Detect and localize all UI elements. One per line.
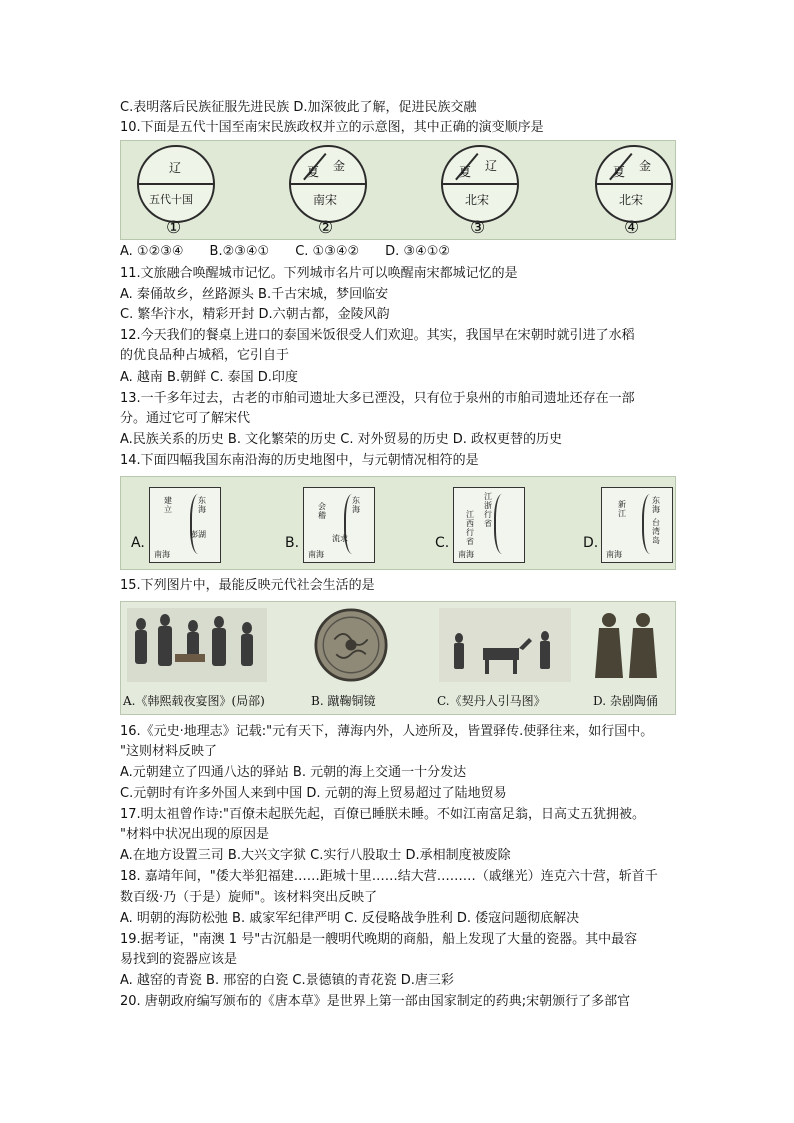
circle-4 (595, 145, 673, 223)
map-d-text-2: 东 海 (652, 496, 660, 514)
map-d-text-4: 南海 (606, 550, 622, 559)
q10-figure-panel (120, 140, 676, 240)
circle-1-bottom: 五代十国 (149, 193, 193, 206)
question-15: 15.下列图片中，最能反映元代社会生活的是 (120, 578, 375, 593)
label-1: ① (166, 218, 182, 238)
question-11: 11.文旅融合唤醒城市记忆。下列城市名片可以唤醒南宋都城记忆的是 (120, 266, 518, 281)
map-a-text-1: 建 立 (164, 496, 172, 514)
label-3: ③ (470, 218, 486, 238)
circle-3-left: 夏 (459, 165, 472, 179)
q10-options: A. ①②③④ B.②③④① C. ①③④② D. ③④①② (120, 244, 451, 259)
map-c-text-2: 江 西 行 省 (466, 510, 474, 546)
circle-2-right: 金 (333, 159, 346, 173)
map-c-text-1: 江 浙 行 省 (484, 492, 492, 528)
circle-1 (137, 145, 215, 223)
picture-b-caption: B. 蹴鞠铜镜 (311, 694, 376, 708)
question-13-cont: 分。通过它可了解宋代 (120, 411, 251, 426)
map-b-label: B. (285, 535, 300, 551)
circle-2 (289, 145, 367, 223)
map-b-text-4: 南海 (308, 550, 324, 559)
map-b-text-3: 流求 (332, 534, 348, 543)
circle-4-left: 夏 (613, 165, 626, 179)
picture-a-caption: A.《韩熙载夜宴图》(局部) (123, 694, 265, 708)
label-2: ② (318, 218, 334, 238)
circle-4-bottom: 北宋 (619, 193, 644, 207)
map-c-label: C. (435, 535, 450, 551)
map-a-text-4: 南海 (154, 550, 170, 559)
map-a-text-3: 澎湖 (190, 530, 206, 539)
map-b-text-2: 东 海 (352, 496, 360, 514)
map-a (149, 487, 221, 563)
circle-3 (441, 145, 519, 223)
q16-options-cd: C.元朝时有许多外国人来到中国 D. 元朝的海上贸易超过了陆地贸易 (120, 786, 507, 801)
q9-options-cd: C.表明落后民族征服先进民族 D.加深彼此了解，促进民族交融 (120, 100, 477, 115)
map-b-text-1: 会 稽 (318, 502, 326, 520)
khitan-horse-painting (439, 608, 571, 682)
map-c-text-4: 南海 (458, 550, 474, 559)
map-a-label: A. (131, 535, 145, 551)
question-18: 18. 嘉靖年间，"倭大举犯福建……距城十里……结大营………（戚继光）连克六十营，斩首千 (120, 869, 658, 884)
q19-options: A. 越窑的青瓷 B. 邢窑的白瓷 C.景德镇的青花瓷 D.唐三彩 (120, 973, 454, 988)
opera-figurines-picture (587, 608, 667, 682)
map-d-label: D. (583, 535, 599, 551)
question-13: 13.一千多年过去，古老的市舶司遗址大多已湮没，只有位于泉州的市舶司遗址还存在一部 (120, 391, 635, 406)
circle-3-right: 辽 (485, 159, 498, 173)
q18-options: A. 明朝的海防松弛 B. 戚家军纪律严明 C. 反侵略战争胜利 D. 倭寇问题彻底解决 (120, 911, 580, 926)
q11-options-ab: A. 秦俑故乡，丝路源头 B.千古宋城，梦回临安 (120, 287, 389, 302)
circle-2-left: 夏 (307, 165, 320, 179)
q11-options-cd: C. 繁华汴水，精彩开封 D.六朝古都，金陵风韵 (120, 307, 390, 322)
question-20: 20. 唐朝政府编写颁布的《唐本草》是世界上第一部由国家制定的药典;宋朝颁行了多部官 (120, 994, 631, 1009)
map-d-text-1: 新 江 (618, 500, 626, 518)
q17-options: A.在地方设置三司 B.大兴文字狱 C.实行八股取士 D.承相制度被废除 (120, 848, 511, 863)
question-10: 10.下面是五代十国至南宋民族政权并立的示意图，其中正确的演变顺序是 (120, 120, 544, 135)
picture-c-caption: C.《契丹人引马图》 (437, 694, 546, 708)
map-d-text-3: 台 湾 岛 (652, 518, 660, 545)
question-16-cont: "这则材料反映了 (120, 744, 217, 759)
question-17: 17.明太祖曾作诗:"百僚未起朕先起，百僚已睡朕未睡。不如江南富足翁，日高丈五犹拥被。 (120, 807, 646, 822)
circle-4-right: 金 (639, 159, 652, 173)
q12-options: A. 越南 B.朝鲜 C. 泰国 D.印度 (120, 370, 298, 385)
map-a-text-2: 东 海 (198, 496, 206, 514)
picture-d-caption: D. 杂剧陶俑 (593, 694, 658, 708)
circle-2-bottom: 南宋 (313, 193, 338, 207)
label-4: ④ (624, 218, 640, 238)
bronze-mirror-picture (311, 608, 391, 682)
circle-1-top: 辽 (169, 161, 182, 175)
painting-night-banquet (127, 608, 267, 682)
map-b (303, 487, 375, 563)
map-c (453, 487, 525, 563)
question-14: 14.下面四幅我国东南沿海的历史地图中，与元朝情况相符的是 (120, 453, 479, 468)
question-17-cont: "材料中状况出现的原因是 (120, 827, 269, 842)
question-18-cont: 数百级·乃（于是）旋师"。该材料突出反映了 (120, 890, 378, 905)
map-d (601, 487, 673, 563)
circle-3-bottom: 北宋 (465, 193, 490, 207)
question-12: 12.今天我们的餐桌上进口的泰国米饭很受人们欢迎。其实，我国早在宋朝时就引进了水稻 (120, 328, 635, 343)
q14-maps-panel (120, 476, 676, 570)
q16-options-ab: A.元朝建立了四通八达的驿站 B. 元朝的海上交通一十分发达 (120, 765, 467, 780)
question-19-cont: 易找到的瓷器应该是 (120, 952, 238, 967)
question-16: 16.《元史·地理志》记载:"元有天下，薄海内外，人迹所及，皆置驿传.使驿往来，如行国中。 (120, 724, 654, 739)
question-12-cont: 的优良品种占城稻，它引自于 (120, 348, 290, 363)
question-19: 19.据考证，"南澳 1 号"古沉船是一艘明代晚期的商船，船上发现了大量的瓷器。其中最容 (120, 932, 638, 947)
q13-options: A.民族关系的历史 B. 文化繁荣的历史 C. 对外贸易的历史 D. 政权更替的历史 (120, 432, 562, 447)
q15-pictures-panel (120, 601, 676, 715)
